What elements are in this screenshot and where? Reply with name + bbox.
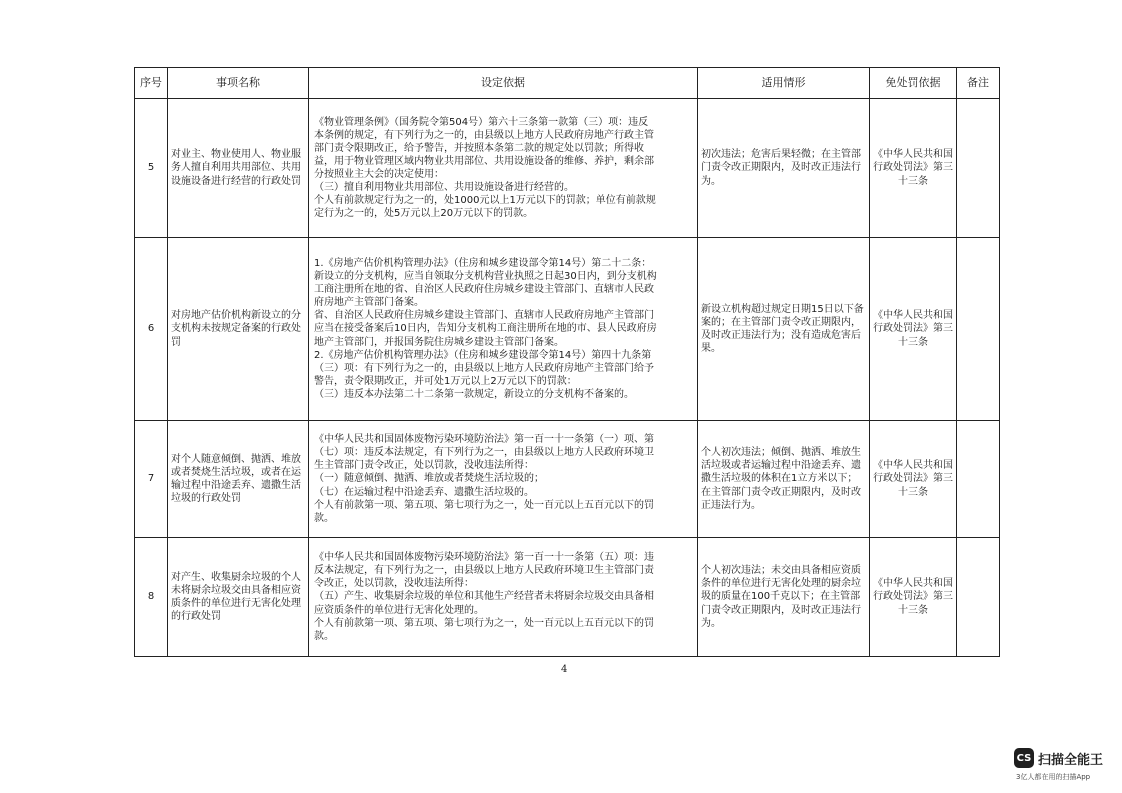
table-row — [135, 99, 1000, 238]
legal-basis-line: （五）产生、收集厨余垃圾的单位和其他生产经营者未将厨余垃圾交由具备相 — [314, 591, 654, 603]
applicable-condition: 个人初次违法；未交由具备相应资质条件的单位进行无害化处理的厨余垃圾的质量在100千克以下；在主管部门责令改正期限内，及时改正违法行为。 — [698, 538, 870, 657]
penalty-exemption-table — [134, 67, 1000, 657]
remark — [957, 421, 1000, 538]
item-name: 对个人随意倾倒、抛洒、堆放或者焚烧生活垃圾，或者在运输过程中沿途丢弃、遗撒生活垃圾的行政处罚 — [168, 421, 309, 538]
legal-basis — [309, 421, 698, 538]
scanner-watermark — [1014, 748, 1118, 788]
legal-basis-line: 地产主管部门，并报国务院住房城乡建设主管部门备案。 — [314, 336, 564, 348]
legal-basis-line: 部门责令限期改正，给予警告，并按照本条第二款的规定处以罚款；所得收 — [314, 142, 644, 154]
table-body — [135, 99, 1000, 657]
item-name: 对房地产估价机构新设立的分支机构未按规定备案的行政处罚 — [168, 238, 309, 421]
legal-basis — [309, 538, 698, 657]
remark — [957, 238, 1000, 421]
legal-basis-line: 府房地产主管部门备案。 — [314, 297, 424, 309]
header-no: 序号 — [135, 68, 168, 99]
legal-basis-line: （三）项：有下列行为之一的，由县级以上地方人民政府房地产主管部门给予 — [314, 362, 654, 374]
table-header-row — [135, 68, 1000, 99]
item-name: 对产生、收集厨余垃圾的个人未将厨余垃圾交由具备相应资质条件的单位进行无害化处理的行政处罚 — [168, 538, 309, 657]
header-exempt: 免处罚依据 — [870, 68, 957, 99]
legal-basis-line: （三）擅自利用物业共用部位、共用设施设备进行经营的。 — [314, 182, 574, 194]
legal-basis — [309, 99, 698, 238]
legal-basis-line: 款。 — [314, 630, 334, 642]
watermark-name: 扫描全能王 — [1038, 753, 1104, 768]
remark — [957, 538, 1000, 657]
legal-basis-line: （三）违反本办法第二十二条第一款规定，新设立的分支机构不备案的。 — [314, 388, 634, 400]
legal-basis-line: 个人有前款第一项、第五项、第七项行为之一，处一百元以上五百元以下的罚 — [314, 499, 654, 511]
legal-basis-line: 工商注册所在地的省、自治区人民政府住房城乡建设主管部门、直辖市人民政 — [314, 284, 654, 296]
exemption-basis: 《中华人民共和国行政处罚法》第三十三条 — [870, 421, 957, 538]
table-row — [135, 421, 1000, 538]
watermark-sub: 3亿人都在用的扫描App — [1016, 773, 1091, 781]
applicable-condition: 个人初次违法；倾倒、抛洒、堆放生活垃圾或者运输过程中沿途丢弃、遗撒生活垃圾的体积在1立方米以下；在主管部门责令改正期限内，及时改正违法行为。 — [698, 421, 870, 538]
legal-basis — [309, 238, 698, 421]
table-row — [135, 538, 1000, 657]
item-name: 对业主、物业使用人、物业服务人擅自利用共用部位、共用设施设备进行经营的行政处罚 — [168, 99, 309, 238]
table-row — [135, 238, 1000, 421]
legal-basis-line: 1.《房地产估价机构管理办法》（住房和城乡建设部令第14号）第二十二条： — [314, 257, 652, 269]
legal-basis-line: 令改正，处以罚款，没收违法所得： — [314, 578, 474, 590]
legal-basis-line: 应当在接受备案后10日内，告知分支机构工商注册所在地的市、县人民政府房 — [314, 323, 657, 335]
legal-basis-line: 反本法规定，有下列行为之一，由县级以上地方人民政府环境卫生主管部门责 — [314, 565, 654, 577]
legal-basis-line: 益，用于物业管理区域内物业共用部位、共用设施设备的维修、养护，剩余部 — [314, 155, 654, 167]
header-condition: 适用情形 — [698, 68, 870, 99]
row-number: 6 — [135, 238, 168, 421]
legal-basis-line: 警告，责令限期改正，并可处1万元以上2万元以下的罚款： — [314, 375, 577, 387]
header-item: 事项名称 — [168, 68, 309, 99]
exemption-basis: 《中华人民共和国行政处罚法》第三十三条 — [870, 238, 957, 421]
exemption-basis: 《中华人民共和国行政处罚法》第三十三条 — [870, 99, 957, 238]
legal-basis-line: 定行为之一的，处5万元以上20万元以下的罚款。 — [314, 208, 534, 220]
legal-basis-line: 分按照业主大会的决定使用： — [314, 169, 444, 180]
legal-basis-line: 《物业管理条例》（国务院令第504号）第六十三条第一款第（三）项：违反 — [314, 116, 649, 128]
applicable-condition: 初次违法；危害后果轻微；在主管部门责令改正期限内，及时改正违法行为。 — [698, 99, 870, 238]
legal-basis-line: 个人有前款规定行为之一的，处1000元以上1万元以下的罚款；单位有前款规 — [314, 195, 656, 207]
legal-basis-line: 省、自治区人民政府住房城乡建设主管部门、直辖市人民政府房地产主管部门 — [314, 310, 654, 322]
legal-basis-line: （七）在运输过程中沿途丢弃、遗撒生活垃圾的。 — [314, 486, 534, 498]
legal-basis-line: （七）项：违反本法规定，有下列行为之一，由县级以上地方人民政府环境卫 — [314, 447, 654, 459]
legal-basis-line: 新设立的分支机构，应当自领取分支机构营业执照之日起30日内，到分支机构 — [314, 271, 657, 283]
legal-basis-line: 生主管部门责令改正，处以罚款，没收违法所得： — [314, 460, 534, 472]
row-number: 5 — [135, 99, 168, 238]
header-note: 备注 — [957, 68, 1000, 99]
row-number: 7 — [135, 421, 168, 538]
applicable-condition: 新设立机构超过规定日期15日以下备案的；在主管部门责令改正期限内，及时改正违法行为；没有造成危害后果。 — [698, 238, 870, 421]
legal-basis-line: 2.《房地产估价机构管理办法》（住房和城乡建设部令第14号）第四十九条第 — [314, 349, 652, 361]
header-bases: 设定依据 — [309, 68, 698, 99]
legal-basis-line: 《中华人民共和国固体废物污染环境防治法》第一百一十一条第（五）项：违 — [314, 552, 654, 564]
legal-basis-line: 款。 — [314, 512, 334, 524]
remark — [957, 99, 1000, 238]
legal-basis-line: 应资质条件的单位进行无害化处理的。 — [314, 604, 484, 616]
legal-basis-line: 个人有前款第一项、第五项、第七项行为之一，处一百元以上五百元以下的罚 — [314, 617, 654, 629]
exemption-basis: 《中华人民共和国行政处罚法》第三十三条 — [870, 538, 957, 657]
legal-basis-line: （一）随意倾倒、抛洒、堆放或者焚烧生活垃圾的； — [314, 473, 544, 485]
legal-basis-line: 《中华人民共和国固体废物污染环境防治法》第一百一十一条第（一）项、第 — [314, 434, 654, 446]
page-number: 4 — [561, 664, 568, 675]
legal-basis-line: 本条例的规定，有下列行为之一的，由县级以上地方人民政府房地产行政主管 — [314, 129, 654, 141]
camscanner-logo-icon: CS — [1014, 748, 1034, 768]
row-number: 8 — [135, 538, 168, 657]
